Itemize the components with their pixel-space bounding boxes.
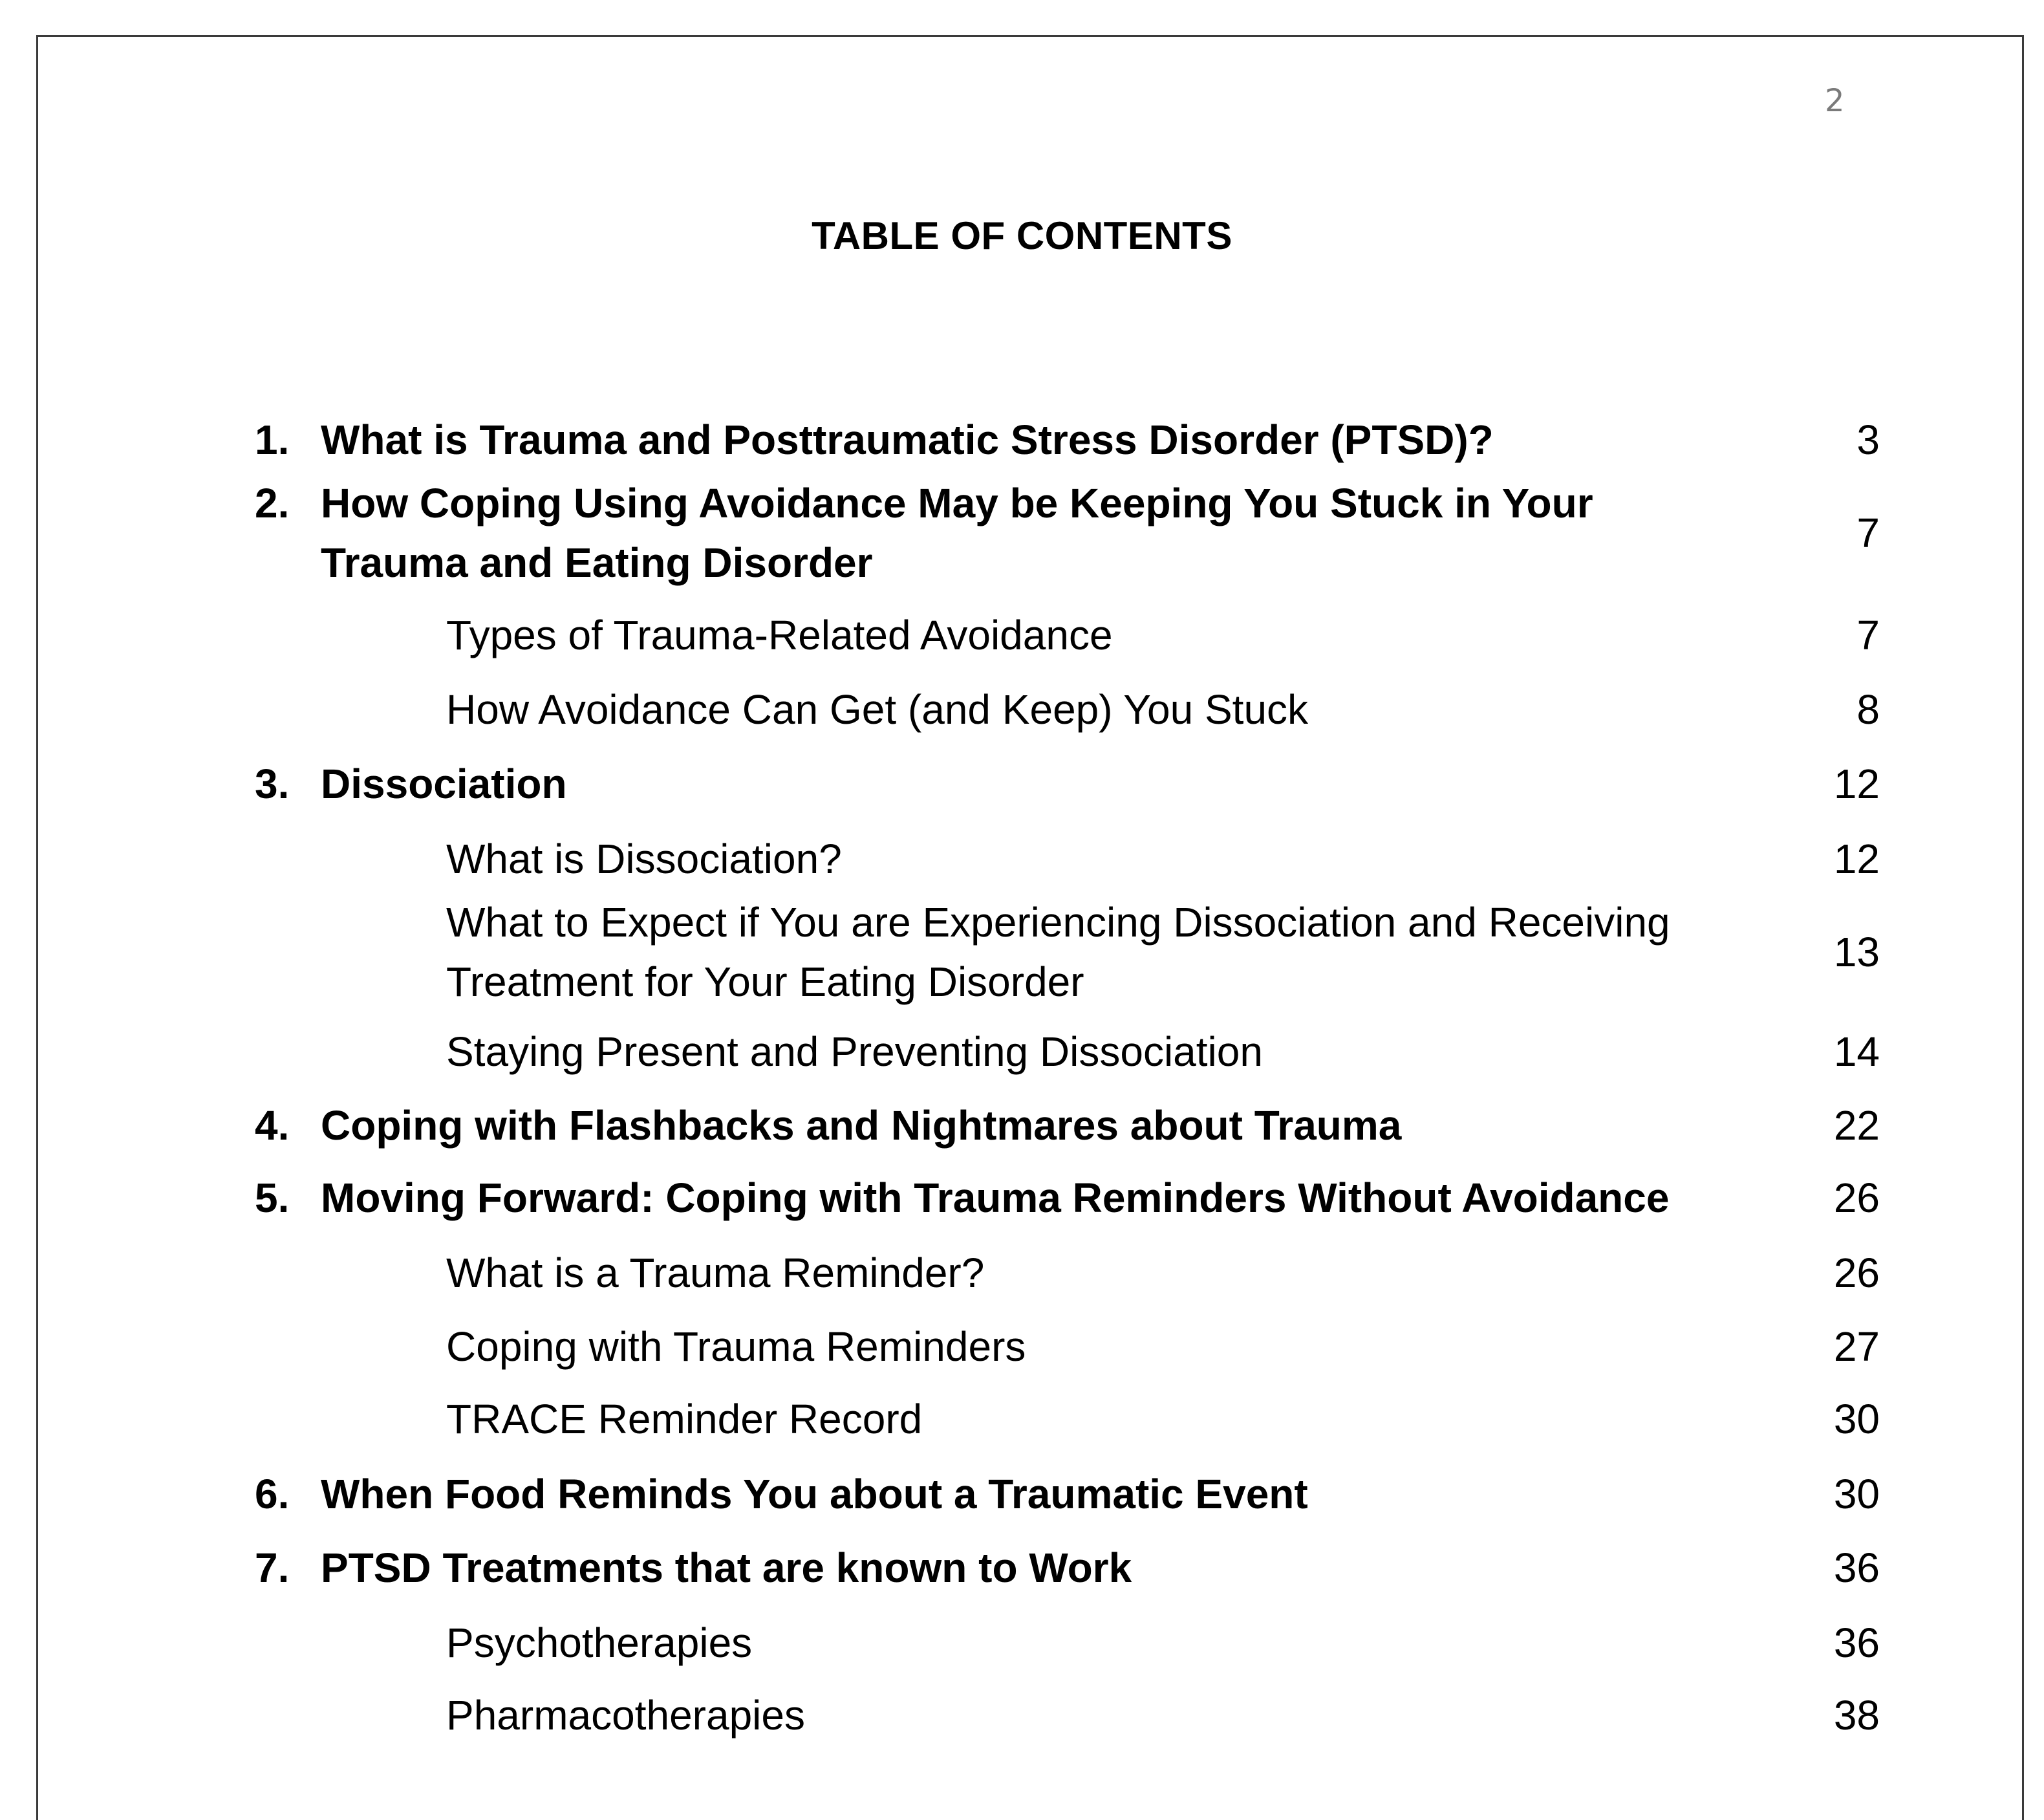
entry-page: 27 [1833, 1323, 1880, 1370]
entry-page: 38 [1833, 1692, 1880, 1739]
entry-title[interactable]: What is Dissociation? [446, 836, 842, 882]
entry-title-line-2[interactable]: Trauma and Eating Disorder [321, 539, 873, 586]
entry-page: 7 [1856, 510, 1880, 556]
entry-title[interactable]: Staying Present and Preventing Dissociation [446, 1028, 1263, 1075]
entry-title[interactable]: PTSD Treatments that are known to Work [321, 1544, 1132, 1591]
entry-page: 8 [1856, 686, 1880, 733]
entry-title[interactable]: Psychotherapies [446, 1620, 753, 1666]
entry-title[interactable]: Dissociation [321, 761, 567, 807]
entry-page: 30 [1833, 1471, 1880, 1517]
entry-number: 1. [255, 417, 290, 463]
entry-page: 13 [1833, 929, 1880, 975]
entry-number: 7. [255, 1544, 290, 1591]
entry-title-line-1[interactable]: How Coping Using Avoidance May be Keeping You Stuck in Your [321, 480, 1593, 526]
toc-subentry[interactable] [0, 680, 2044, 739]
entry-number: 6. [255, 1471, 290, 1517]
entry-page: 12 [1833, 761, 1880, 807]
toc-subentry[interactable] [0, 1685, 2044, 1745]
toc-subentry[interactable] [0, 893, 2044, 1012]
entry-page: 36 [1833, 1544, 1880, 1591]
toc-subentry[interactable] [0, 1389, 2044, 1449]
toc-entry[interactable] [0, 1538, 2044, 1598]
entry-page: 30 [1833, 1396, 1880, 1442]
toc-heading: TABLE OF CONTENTS [812, 214, 1232, 257]
entry-page: 12 [1833, 836, 1880, 882]
toc-entry[interactable] [0, 1096, 2044, 1155]
entry-page: 26 [1833, 1250, 1880, 1296]
entry-title[interactable]: Coping with Flashbacks and Nightmares about Trauma [321, 1102, 1402, 1149]
toc-subentry[interactable] [0, 1022, 2044, 1081]
entry-title[interactable]: What is a Trauma Reminder? [446, 1250, 985, 1296]
page-number: 2 [1825, 83, 1845, 119]
entry-number: 3. [255, 761, 290, 807]
toc-entry[interactable] [0, 1168, 2044, 1228]
entry-title[interactable]: Moving Forward: Coping with Trauma Reminders Without Avoidance [321, 1175, 1670, 1221]
entry-title[interactable]: Coping with Trauma Reminders [446, 1323, 1026, 1370]
toc-subentry[interactable] [0, 605, 2044, 665]
toc-subentry[interactable] [0, 1243, 2044, 1303]
toc-entry[interactable] [0, 410, 2044, 470]
entry-title[interactable]: Pharmacotherapies [446, 1692, 805, 1739]
entry-page: 26 [1833, 1175, 1880, 1221]
entry-title-line-2[interactable]: Treatment for Your Eating Disorder [446, 959, 1084, 1005]
entry-page: 36 [1833, 1620, 1880, 1666]
entry-title[interactable]: When Food Reminds You about a Traumatic Event [321, 1471, 1308, 1517]
toc-entry[interactable] [0, 1464, 2044, 1524]
toc-entry[interactable] [0, 754, 2044, 814]
toc-subentry[interactable] [0, 829, 2044, 889]
entry-number: 4. [255, 1102, 290, 1149]
entry-title[interactable]: What is Trauma and Posttraumatic Stress Disorder (PTSD)? [321, 417, 1494, 463]
entry-title[interactable]: TRACE Reminder Record [446, 1396, 923, 1442]
entry-page: 7 [1856, 612, 1880, 658]
entry-page: 14 [1833, 1028, 1880, 1075]
toc-entry[interactable] [0, 473, 2044, 592]
entry-page: 22 [1833, 1102, 1880, 1149]
entry-number: 2. [255, 480, 290, 526]
toc-subentry[interactable] [0, 1613, 2044, 1673]
entry-title[interactable]: How Avoidance Can Get (and Keep) You Stuck [446, 686, 1309, 733]
entry-title[interactable]: Types of Trauma-Related Avoidance [446, 612, 1113, 658]
entry-title-line-1[interactable]: What to Expect if You are Experiencing Dissociation and Receiving [446, 899, 1670, 946]
entry-number: 5. [255, 1175, 290, 1221]
entry-page: 3 [1856, 417, 1880, 463]
toc-subentry[interactable] [0, 1317, 2044, 1376]
